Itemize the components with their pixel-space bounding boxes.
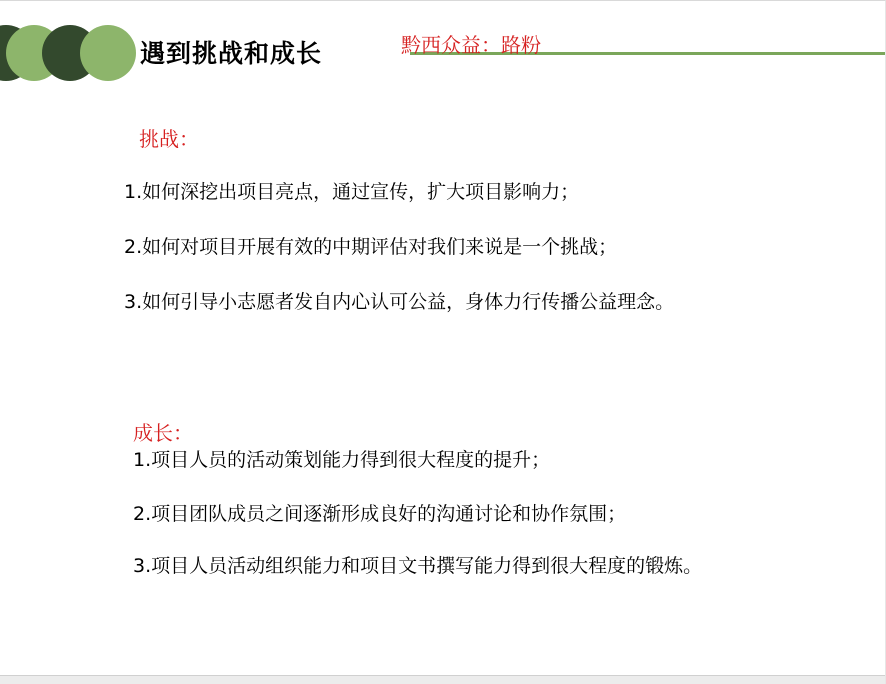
challenge-item: 1.如何深挖出项目亮点，通过宣传，扩大项目影响力； (124, 181, 580, 203)
challenge-item: 3.如何引导小志愿者发自内心认可公益，身体力行传播公益理念。 (124, 291, 675, 313)
organization-label: 黔西众益：路粉 (401, 33, 541, 57)
growth-item: 1.项目人员的活动策划能力得到很大程度的提升； (133, 449, 551, 471)
growth-item: 3.项目人员活动组织能力和项目文书撰写能力得到很大程度的锻炼。 (133, 555, 703, 577)
slide-title: 遇到挑战和成长 (140, 39, 323, 68)
decor-circle-light (80, 25, 136, 81)
challenge-item: 2.如何对项目开展有效的中期评估对我们来说是一个挑战； (124, 236, 618, 258)
challenges-heading: 挑战： (139, 127, 199, 151)
bottom-scroll-strip (0, 675, 886, 684)
growth-heading: 成长： (133, 421, 193, 445)
growth-item: 2.项目团队成员之间逐渐形成良好的沟通讨论和协作氛围； (133, 503, 627, 525)
